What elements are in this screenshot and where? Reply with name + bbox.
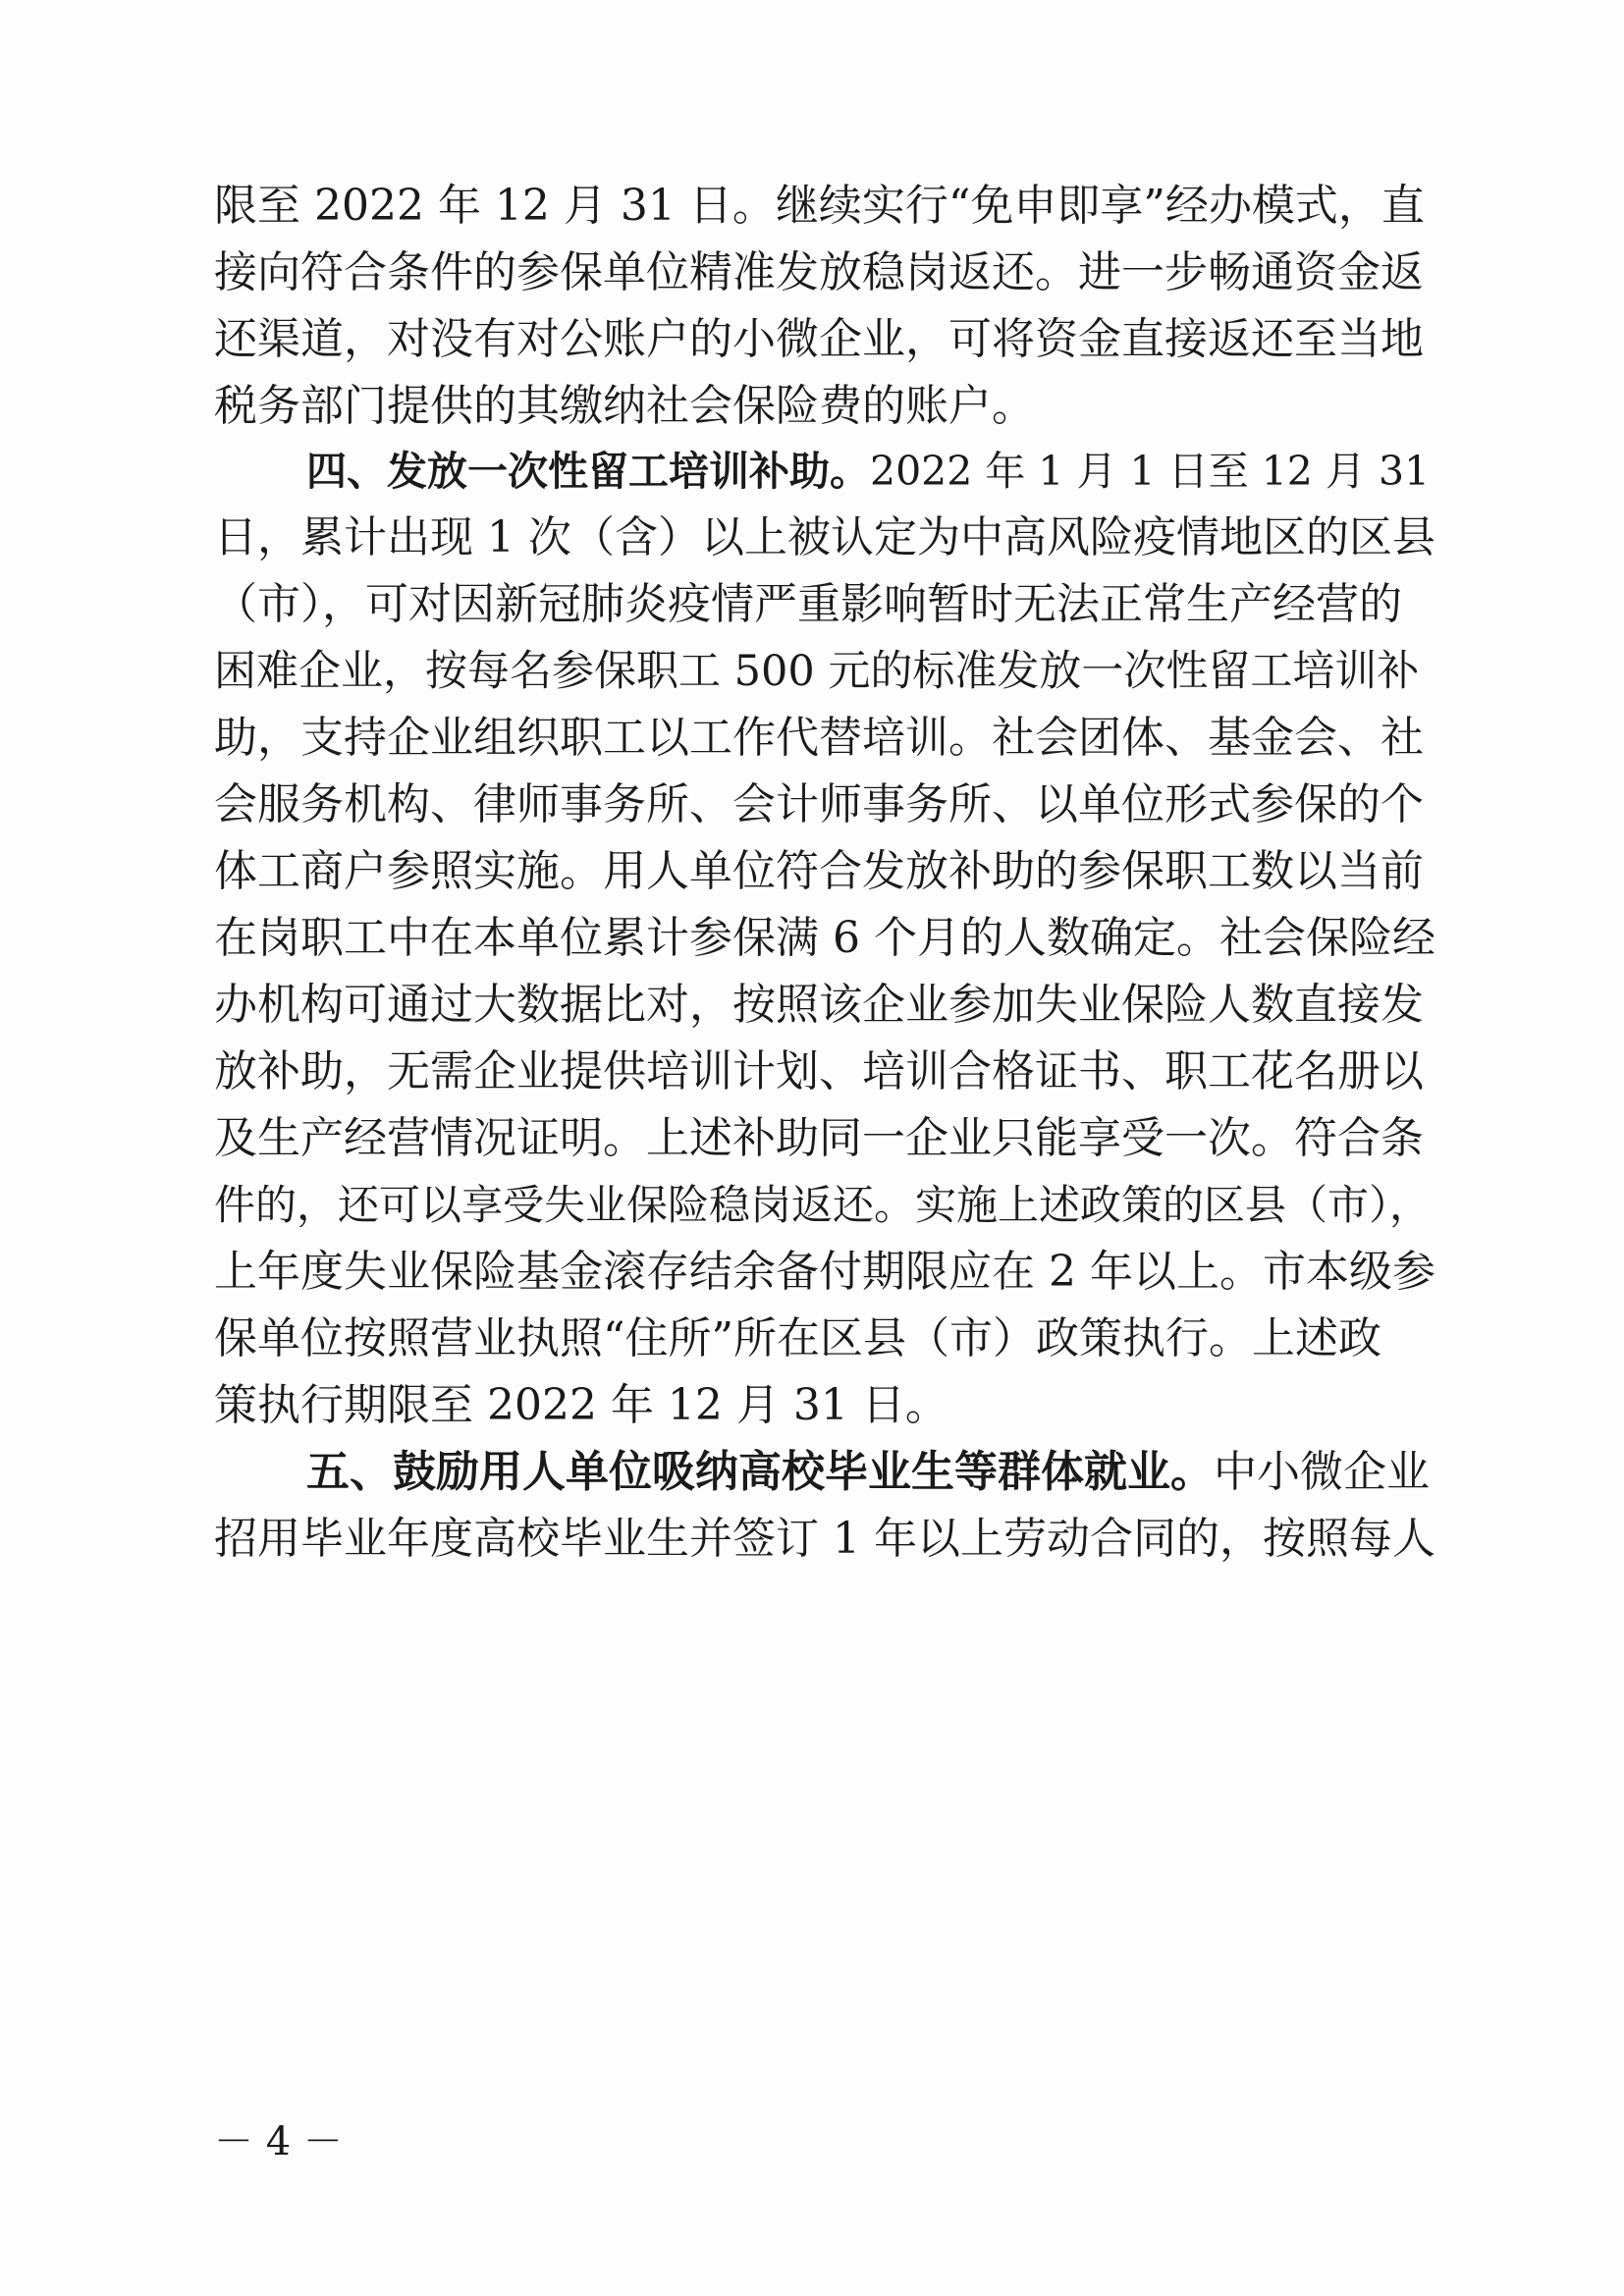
text-line: 放补助，无需企业提供培训计划、培训合格证书、职工花名册以 bbox=[214, 1046, 1424, 1096]
text-line: 策执行期限至 2022 年 12 月 31 日。 bbox=[214, 1380, 948, 1430]
text-line: 接向符合条件的参保单位精准发放稳岗返还。进一步畅通资金返 bbox=[214, 247, 1424, 297]
text-line: 件的，还可以享受失业保险稳岗返还。实施上述政策的区县（市）， bbox=[214, 1181, 1432, 1229]
text-line: （市），可对因新冠肺炎疫情严重影响暂时无法正常生产经营的 bbox=[214, 579, 1402, 629]
section-4-text: 2022 年 1 月 1 日至 12 月 31 bbox=[870, 448, 1431, 495]
text-line: 保单位按照营业执照“住所”所在区县（市）政策执行。上述政 bbox=[214, 1313, 1381, 1363]
text-line: 办机构可通过大数据比对，按照该企业参加失业保险人数直接发 bbox=[214, 980, 1424, 1030]
text-line: 在岗职工中在本单位累计参保满 6 个月的人数确定。社会保险经 bbox=[214, 913, 1435, 963]
text-line: 体工商户参照实施。用人单位符合发放补助的参保职工数以当前 bbox=[214, 846, 1424, 896]
text-line: 税务部门提供的其缴纳社会保险费的账户。 bbox=[214, 381, 1035, 431]
section-4-heading: 四、发放一次性留工培训补助。 bbox=[306, 448, 870, 495]
section-5-heading: 五、鼓励用人单位吸纳高校毕业生等群体就业。 bbox=[306, 1447, 1214, 1497]
text-line: 及生产经营情况证明。上述补助同一企业只能享受一次。符合条 bbox=[214, 1113, 1424, 1163]
text-line: 招用毕业年度高校毕业生并签订 1 年以上劳动合同的，按照每人 bbox=[214, 1514, 1435, 1564]
text-line: 困难企业，按每名参保职工 500 元的标准发放一次性留工培训补 bbox=[214, 647, 1420, 696]
text-line: 日，累计出现 1 次（含）以上被认定为中高风险疫情地区的区县 bbox=[214, 512, 1435, 562]
section-5-text: 中小微企业 bbox=[1214, 1447, 1430, 1497]
text-line: 助，支持企业组织职工以工作代替培训。社会团体、基金会、社 bbox=[214, 713, 1424, 763]
text-line: 还渠道，对没有对公账户的小微企业，可将资金直接返还至当地 bbox=[214, 314, 1424, 364]
text-line: 会服务机构、律师事务所、会计师事务所、以单位形式参保的个 bbox=[214, 779, 1424, 829]
page-number: － 4 － bbox=[214, 2119, 343, 2164]
text-line: 上年度失业保险基金滚存结余备付期限应在 2 年以上。市本级参 bbox=[214, 1247, 1435, 1297]
text-line: 限至 2022 年 12 月 31 日。继续实行“免申即享”经办模式，直 bbox=[214, 181, 1425, 231]
